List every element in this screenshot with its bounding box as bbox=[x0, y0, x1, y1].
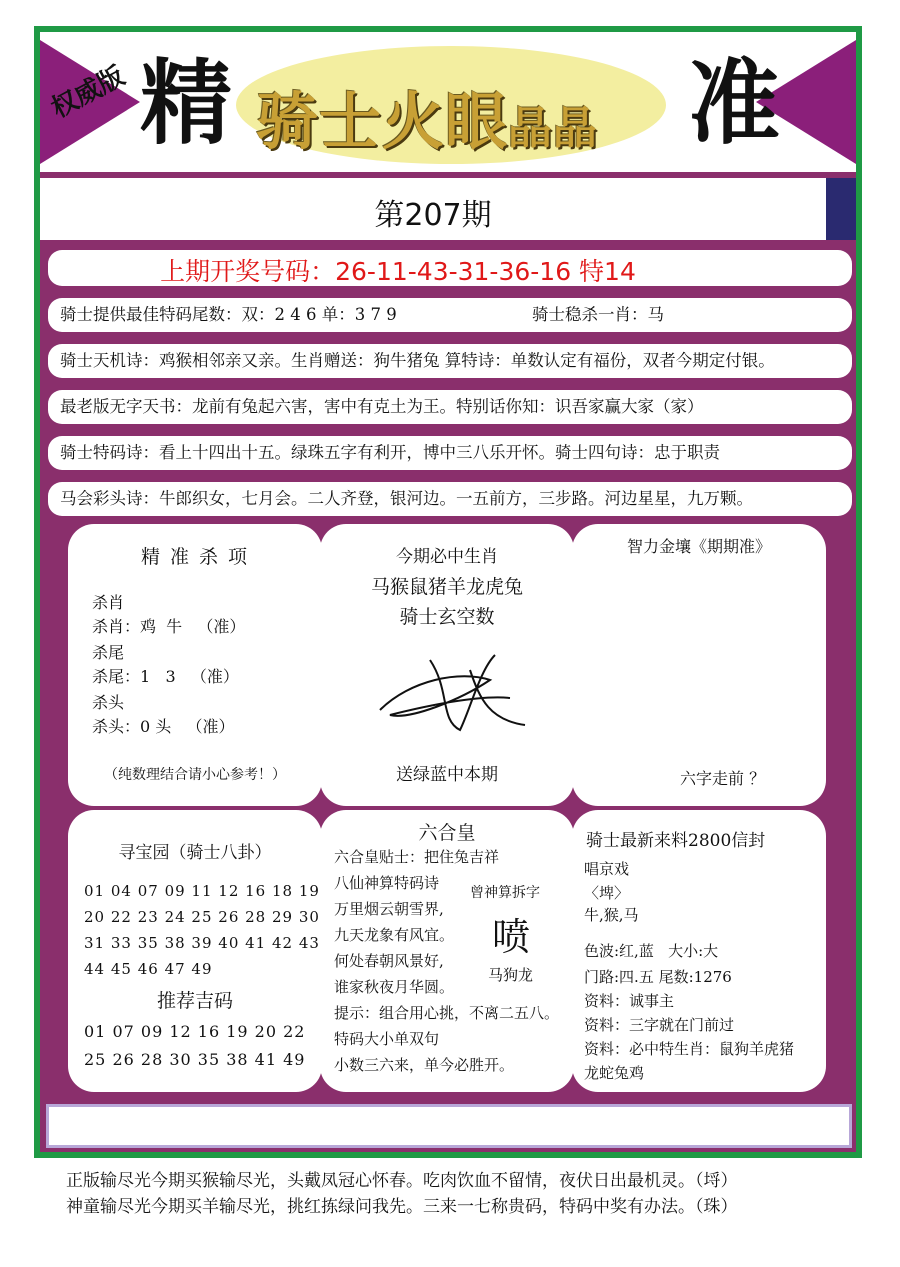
footer-line-2: 神童输尽光今期买羊输尽光，挑红拣绿问我先。三来一七称贵码，特码中奖有办法。（珠） bbox=[66, 1197, 738, 1217]
zodiac-box-title: 今期必中生肖 bbox=[396, 547, 498, 567]
liuhe-poem-line-4: 谁家秋夜月华圆。 bbox=[334, 978, 455, 996]
treasure-numbers-1: 01 04 07 09 11 12 16 18 19 bbox=[84, 882, 320, 900]
brand-small: 晶晶 bbox=[508, 103, 599, 154]
issue-bar bbox=[40, 178, 856, 240]
letters-line-7: 资料：三字就在门前过 bbox=[584, 1016, 735, 1034]
footer-line-1: 正版输尽光今期买猴输尽光，头戴凤冠心怀春。吃肉饮血不留情，夜伏日出最机灵。（埒） bbox=[66, 1171, 738, 1191]
lucky-numbers-title: 推荐吉码 bbox=[156, 990, 233, 1012]
liuhe-box-title: 六合皇 bbox=[418, 822, 476, 844]
kill-box-title: 精 准 杀 项 bbox=[140, 546, 250, 568]
banner-header bbox=[40, 32, 856, 172]
letters-line-4: 色波:红,蓝 大小:大 bbox=[584, 942, 719, 960]
wordless-book-row: 最老版无字天书：龙前有兔起六害，害中有克土为王。特别话你知：识吾家赢大家（家） bbox=[48, 390, 852, 424]
last-draw-numbers: 上期开奖号码：26-11-43-31-36-16 特14 bbox=[160, 257, 636, 286]
lucky-poem-row: 马会彩头诗：牛郎织女，七月会。二人齐登，银河边。一五前方，三步路。河边星星，九万颗。 bbox=[48, 482, 852, 516]
kill-tail-label: 杀尾 bbox=[92, 643, 125, 662]
letters-line-5: 门路:四.五 尾数:1276 bbox=[584, 968, 732, 986]
kill-zodiac-text: 骑士稳杀一肖：马 bbox=[532, 305, 664, 324]
oracle-poem-row: 骑士天机诗：鸡猴相邻亲又亲。生肖赠送：狗牛猪兔 算特诗：单数认定有福份，双者今期定付银。 bbox=[48, 344, 852, 378]
zodiac-box-bottom: 送绿蓝中本期 bbox=[396, 765, 498, 785]
issue-number: 第207期 bbox=[374, 198, 492, 233]
liuhe-emperor-box bbox=[320, 810, 574, 1092]
word-split-char: 喷 bbox=[492, 915, 531, 959]
liuhe-poem-title: 八仙神算特码诗 bbox=[334, 874, 440, 892]
brand-title bbox=[256, 72, 598, 161]
zodiac-list: 马猴鼠猪羊龙虎兔 bbox=[370, 576, 523, 598]
kill-tail-value: 杀尾：1 3 （准） bbox=[92, 667, 239, 686]
special-poem-row: 骑士特码诗：看上十四出十五。绿珠五字有利开，博中三八乐开怀。骑士四句诗：忠于职责 bbox=[48, 436, 852, 470]
wisdom-box bbox=[572, 524, 826, 806]
letters-line-6: 资料：诚事主 bbox=[584, 992, 675, 1010]
zodiac-box-subtitle: 骑士玄空数 bbox=[399, 606, 495, 628]
kill-box-note: （纯数理结合请小心参考！） bbox=[104, 767, 286, 783]
content-panel bbox=[40, 32, 856, 1152]
brand-main: 骑士火眼 bbox=[256, 85, 509, 158]
treasure-numbers-3: 31 33 35 38 39 40 41 42 43 bbox=[84, 934, 320, 952]
wisdom-box-title: 智力金壤《期期准》 bbox=[626, 537, 771, 556]
signature-scribble-icon bbox=[370, 640, 530, 740]
kill-head-label: 杀头 bbox=[92, 693, 125, 712]
tail-number-text: 骑士提供最佳特码尾数：双：2 4 6 单：3 7 9 bbox=[60, 305, 397, 324]
authority-label: 权威版 bbox=[46, 61, 130, 125]
liuhe-size-line: 小数三六来，单今必胜开。 bbox=[334, 1056, 515, 1074]
kill-zodiac-value: 杀肖：鸡 牛 （准） bbox=[92, 617, 246, 636]
liuhe-poem-line-2: 九天龙象有风宜。 bbox=[334, 926, 455, 944]
kill-head-value: 杀头：0 头 （准） bbox=[92, 717, 235, 736]
word-split-zodiac: 马狗龙 bbox=[488, 966, 534, 984]
letters-box-title: 骑士最新来料2800信封 bbox=[586, 831, 766, 851]
letters-line-3: 牛,猴,马 bbox=[584, 906, 639, 924]
liuhe-poem-line-1: 万里烟云朝雪界, bbox=[334, 900, 444, 918]
letters-line-9: 龙蛇兔鸡 bbox=[584, 1064, 645, 1082]
lucky-numbers-1: 01 07 09 12 16 19 20 22 bbox=[84, 1022, 306, 1041]
last-draw-bar bbox=[48, 250, 852, 286]
kill-zodiac-label: 杀肖 bbox=[92, 593, 125, 612]
liuhe-hint: 提示：组合用心挑，不离二五八。 bbox=[334, 1004, 560, 1022]
treasure-numbers-4: 44 45 46 47 49 bbox=[84, 960, 213, 978]
letters-line-8: 资料：必中特生肖：鼠狗羊虎猪 bbox=[584, 1040, 795, 1058]
tail-number-row bbox=[48, 298, 852, 332]
liuhe-size-title: 特码大小单双句 bbox=[334, 1030, 440, 1048]
header-left-char: 精 bbox=[140, 50, 233, 157]
lucky-numbers-2: 25 26 28 30 35 38 41 49 bbox=[84, 1050, 306, 1069]
letters-line-1: 唱京戏 bbox=[584, 860, 630, 878]
header-right-char: 准 bbox=[688, 50, 781, 157]
outer-frame bbox=[34, 26, 862, 1158]
bottom-blank-bar bbox=[46, 1104, 852, 1148]
must-win-zodiac-box bbox=[320, 524, 574, 806]
letters-line-2: 〈埤〉 bbox=[584, 884, 630, 902]
word-split-title: 曾神算拆字 bbox=[470, 885, 540, 901]
wisdom-box-bottom: 六字走前 ？ bbox=[680, 769, 766, 788]
liuhe-tip: 六合皇贴士：把住兔吉祥 bbox=[334, 848, 500, 866]
liuhe-poem-line-3: 何处春朝风景好, bbox=[334, 952, 444, 970]
kill-items-box bbox=[68, 524, 322, 806]
treasure-garden-box bbox=[68, 810, 322, 1092]
treasure-box-title: 寻宝园（骑士八卦） bbox=[118, 843, 272, 863]
treasure-numbers-2: 20 22 23 24 25 26 28 29 30 bbox=[84, 908, 320, 926]
letters-box bbox=[572, 810, 826, 1092]
